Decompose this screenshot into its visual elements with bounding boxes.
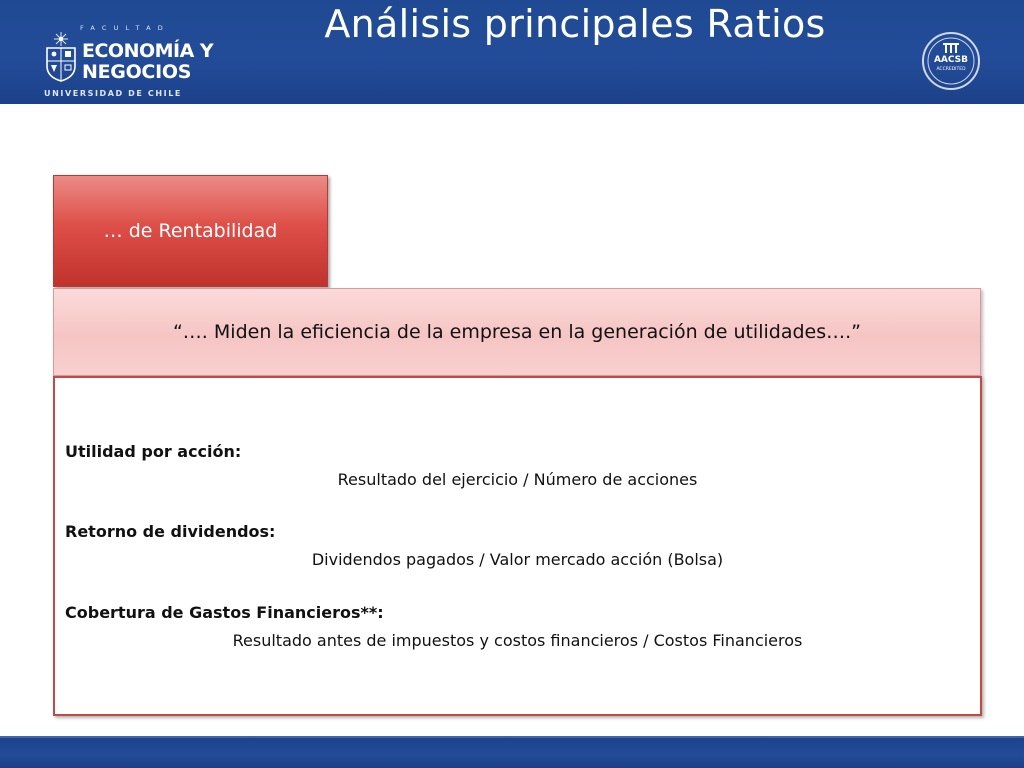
school-name-line2: NEGOCIOS <box>82 61 192 83</box>
accreditation-label: AACSB <box>933 55 969 65</box>
ratio-name: Retorno de dividendos: <box>65 522 276 541</box>
slide-title: Análisis principales Ratios <box>324 2 826 46</box>
faculty-logo <box>44 10 214 98</box>
ratio-name: Cobertura de Gastos Financieros**: <box>65 603 384 622</box>
university-label: UNIVERSIDAD DE CHILE <box>44 89 182 98</box>
ratio-formula: Dividendos pagados / Valor mercado acción (Bolsa) <box>311 550 724 569</box>
ratio-formula: Resultado del ejercicio / Número de acciones <box>337 470 698 489</box>
footer-divider <box>0 736 1024 738</box>
ratio-item <box>65 438 970 494</box>
ratio-formula: Resultado antes de impuestos y costos financieros / Costos Financieros <box>232 631 803 650</box>
accreditation-sublabel: ACCREDITED <box>936 67 966 72</box>
school-name-line1: ECONOMÍA Y <box>82 40 214 62</box>
accreditation-badge <box>921 31 981 91</box>
header-band <box>0 0 1024 104</box>
faculty-label: FACULTAD <box>80 24 171 32</box>
university-crest-icon <box>44 32 78 82</box>
ratio-item <box>65 599 970 655</box>
footer-band <box>0 736 1024 768</box>
ratio-name: Utilidad por acción: <box>65 442 242 461</box>
category-tab: … de Rentabilidad <box>53 175 328 287</box>
ratios-box <box>53 376 982 716</box>
ratio-item <box>65 518 970 574</box>
definition-quote: “…. Miden la eficiencia de la empresa en la generación de utilidades….” <box>53 288 981 376</box>
